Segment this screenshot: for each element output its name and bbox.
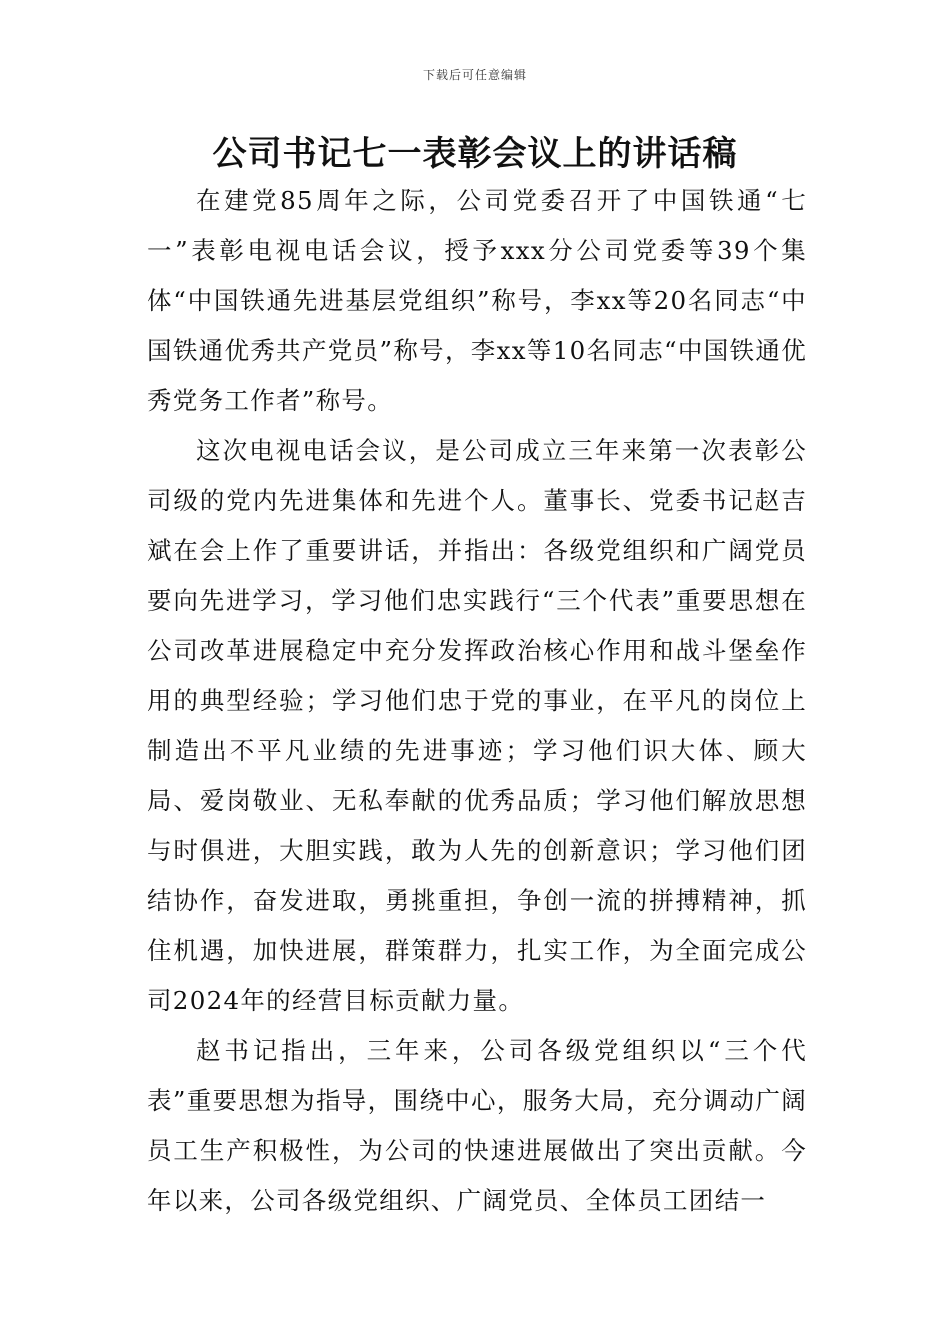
document-body	[147, 176, 807, 1226]
paragraph-2: 这次电视电话会议，是公司成立三年来第一次表彰公司级的党内先进集体和先进个人。董事长、党委书记赵吉斌在会上作了重要讲话，并指出：各级党组织和广阔党员要向先进学习，学习他们忠实践行“三个代表”重要思想在公司改革进展稳定中充分发挥政治核心作用和战斗堡垒作用的典型经验；学习他们忠于党的事业，在平凡的岗位上制造出不平凡业绩的先进事迹；学习他们识大体、顾大局、爱岗敬业、无私奉献的优秀品质；学习他们解放思想与时俱进，大胆实践，敢为人先的创新意识；学习他们团结协作，奋发进取，勇挑重担，争创一流的拼搏精神，抓住机遇，加快进展，群策群力，扎实工作，为全面完成公司2024年的经营目标贡献力量。	[147, 436, 807, 1015]
paragraph-1: 在建党85周年之际，公司党委召开了中国铁通“七一”表彰电视电话会议，授予xxx分公司党委等39个集体“中国铁通先进基层党组织”称号，李xx等20名同志“中国铁通优秀共产党员”称号，李xx等10名同志“中国铁通优秀党务工作者”称号。	[147, 186, 807, 415]
document-title: 公司书记七一表彰会议上的讲话稿	[212, 134, 738, 174]
page-header-note: 下载后可任意编辑	[422, 68, 527, 82]
paragraph-3: 赵书记指出，三年来，公司各级党组织以“三个代表”重要思想为指导，围绕中心，服务大局，充分调动广阔员工生产积极性，为公司的快速进展做出了突出贡献。今年以来，公司各级党组织、广阔党员、全体员工团结一	[147, 1036, 807, 1215]
